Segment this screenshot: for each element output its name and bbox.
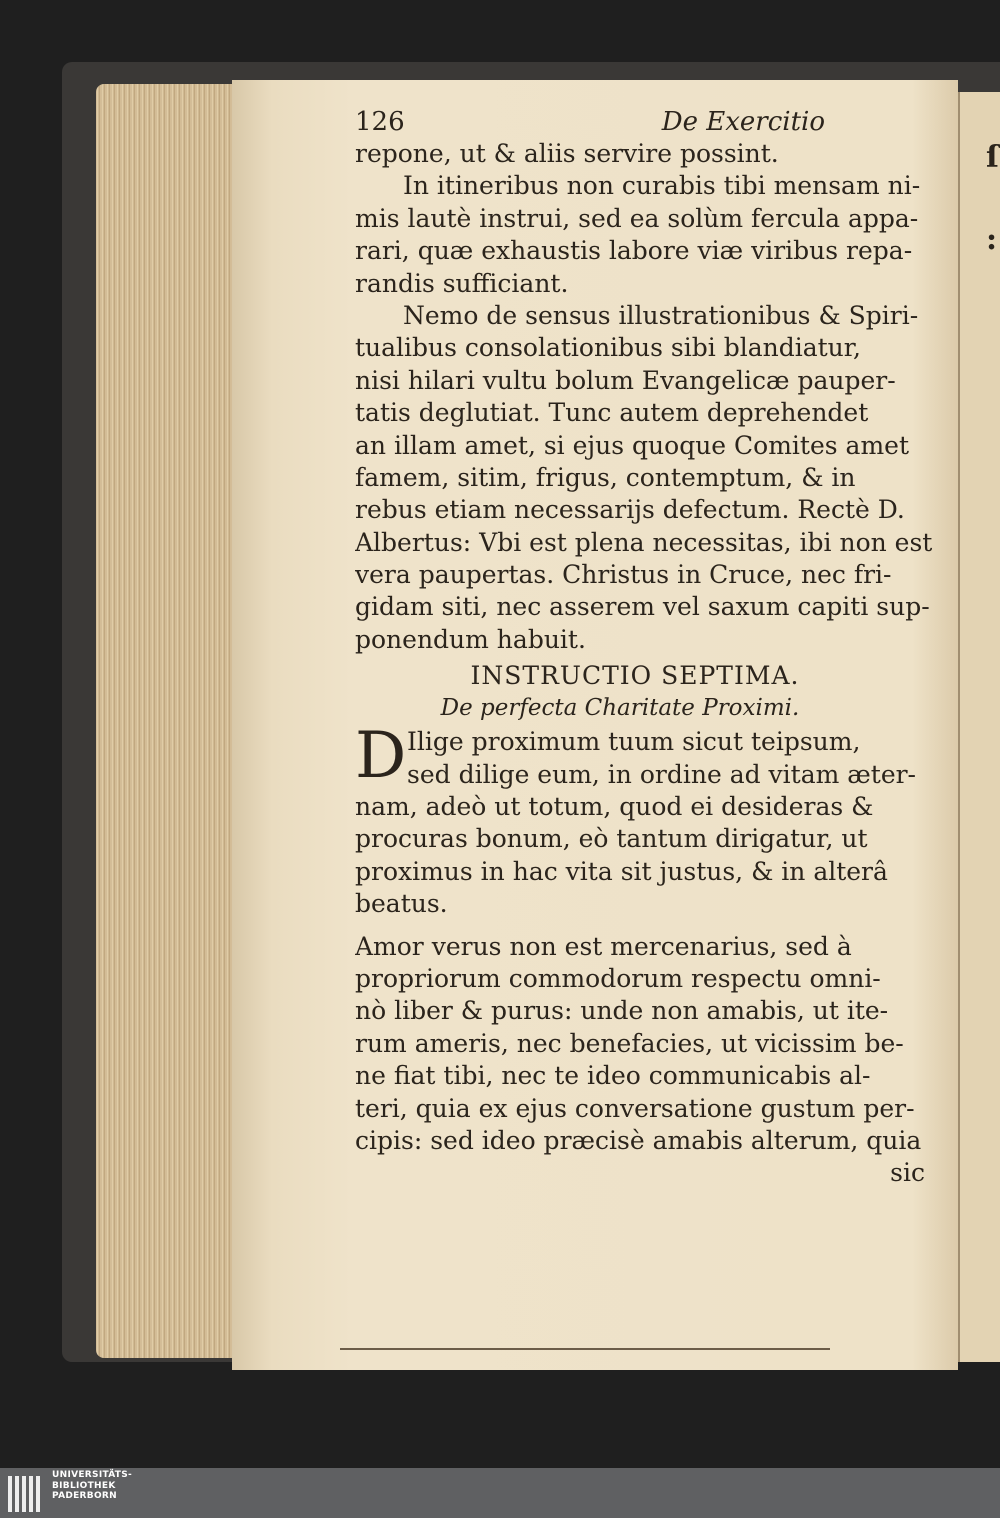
text-line: nam, adeò ut totum, quod ei desideras & bbox=[355, 792, 874, 822]
catchword: sic bbox=[890, 1158, 925, 1188]
text-line: procuras bonum, eò tantum dirigatur, ut bbox=[355, 824, 868, 854]
page-text bbox=[355, 104, 935, 1190]
text-line: Albertus: Vbi est plena necessitas, ibi non est bbox=[355, 527, 933, 557]
page-edges bbox=[96, 84, 246, 1358]
paragraph-1 bbox=[355, 138, 935, 170]
text-line: ponendum habuit. bbox=[355, 624, 586, 654]
section-subheading: De perfecta Charitate Proximi. bbox=[440, 695, 800, 722]
paragraph-4 bbox=[355, 719, 935, 920]
text-line: Nemo de sensus illustrationibus & Spiri- bbox=[403, 300, 919, 330]
bottom-rule bbox=[340, 1348, 830, 1350]
text-line: rum ameris, nec benefacies, ut vicissim be- bbox=[355, 1028, 904, 1058]
text-line: sed dilige eum, in ordine ad vitam æter- bbox=[407, 759, 917, 789]
text-line: teri, quia ex ejus conversatione gustum per- bbox=[355, 1093, 915, 1123]
text-line: beatus. bbox=[355, 889, 448, 919]
text-line: Amor verus non est mercenarius, sed à bbox=[355, 931, 852, 961]
text-line: mis lautè instrui, sed ea solùm fercula appa- bbox=[355, 203, 919, 233]
text-line: rari, quæ exhaustis labore viæ viribus repa- bbox=[355, 236, 913, 266]
drop-cap: D bbox=[355, 719, 407, 794]
text-line: ne fiat tibi, nec te ideo communicabis al- bbox=[355, 1061, 871, 1091]
text-line: cipis: sed ideo præcisè amabis alterum, quia bbox=[355, 1125, 922, 1155]
page-number: 126 bbox=[355, 106, 405, 137]
facing-page-edge bbox=[958, 92, 1000, 1362]
text-line: vera paupertas. Christus in Cruce, nec fri- bbox=[355, 560, 892, 590]
text-line: nò liber & purus: unde non amabis, ut ite- bbox=[355, 996, 889, 1026]
text-line: tualibus consolationibus sibi blandiatur, bbox=[355, 333, 861, 363]
text-line: In itineribus non curabis tibi mensam ni- bbox=[403, 171, 921, 201]
library-footer bbox=[0, 1468, 1000, 1518]
text-line: gidam siti, nec asserem vel saxum capiti sup- bbox=[355, 592, 930, 622]
facing-page-fragment: : bbox=[986, 222, 998, 257]
text-line: Ilige proximum tuum sicut teipsum, bbox=[407, 727, 861, 757]
paragraph-5 bbox=[355, 931, 935, 1158]
running-title: De Exercitio bbox=[661, 106, 825, 137]
text-line: repone, ut & aliis servire possint. bbox=[355, 139, 779, 168]
paragraph-3 bbox=[355, 300, 935, 656]
library-name: UNIVERSITÄTS- BIBLIOTHEK PADERBORN bbox=[52, 1470, 133, 1501]
text-line: nisi hilari vultu bolum Evangelicæ pauper- bbox=[355, 365, 896, 395]
running-head bbox=[355, 104, 935, 138]
facing-page-fragment: ſ bbox=[986, 140, 999, 175]
paragraph-2 bbox=[355, 170, 935, 300]
text-line: tatis deglutiat. Tunc autem deprehendet bbox=[355, 398, 869, 428]
section-heading: INSTRUCTIO SEPTIMA. bbox=[470, 661, 800, 691]
text-line: an illam amet, si ejus quoque Comites amet bbox=[355, 430, 909, 460]
text-line: propriorum commodorum respectu omni- bbox=[355, 963, 881, 993]
text-line: famem, sitim, frigus, contemptum, & in bbox=[355, 462, 856, 492]
text-line: proximus in hac vita sit justus, & in alterâ bbox=[355, 856, 888, 886]
text-line: rebus etiam necessarijs defectum. Rectè D. bbox=[355, 495, 905, 525]
text-line: randis sufficiant. bbox=[355, 268, 569, 298]
library-logo-icon bbox=[8, 1476, 44, 1512]
